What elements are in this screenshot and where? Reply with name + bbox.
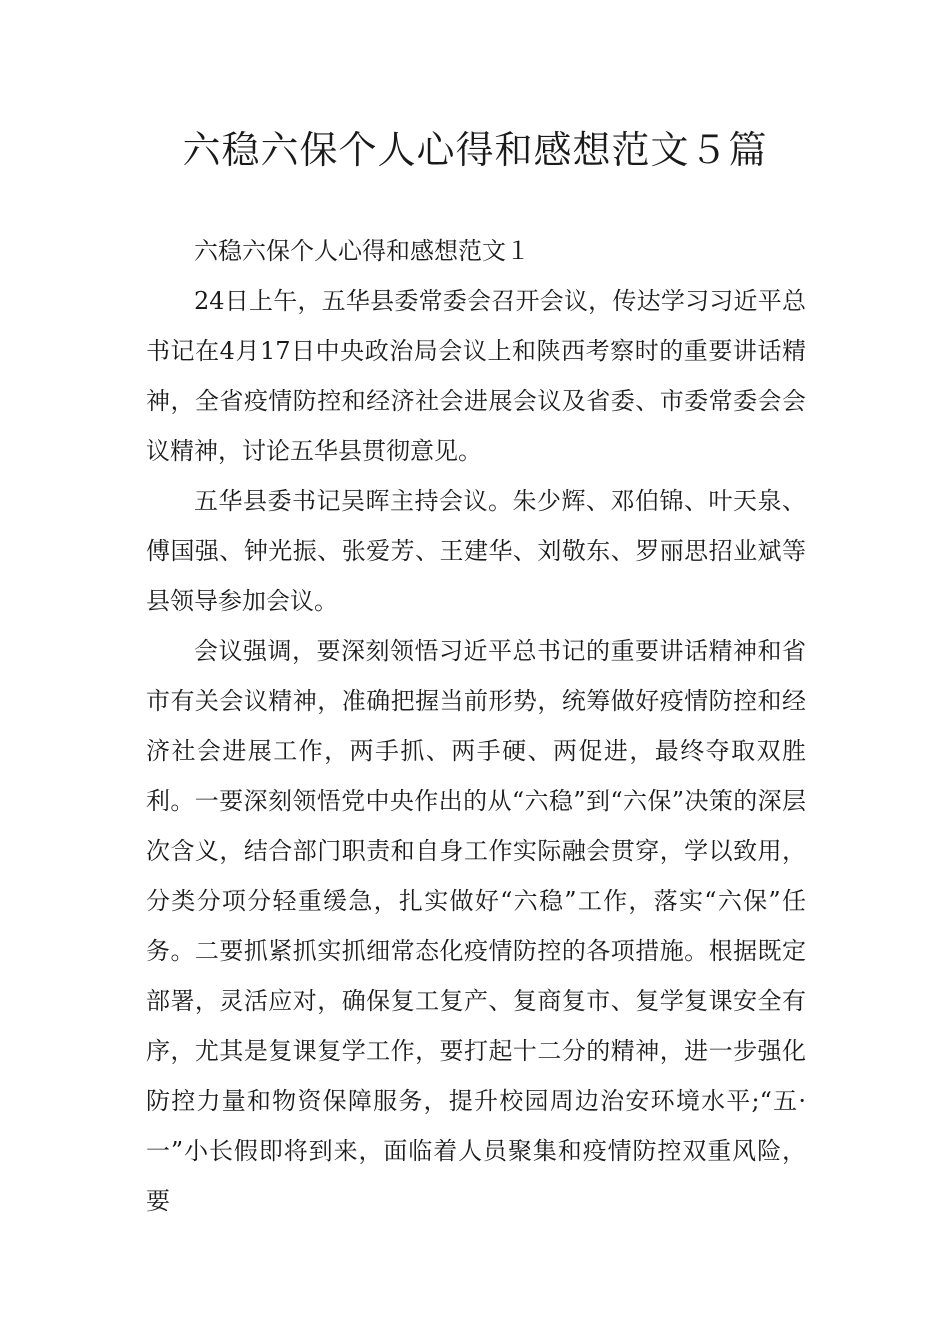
paragraph-2: 五华县委书记吴晖主持会议。朱少辉、邓伯锦、叶天泉、傅国强、钟光振、张爱芳、王建华、刘敬东、罗丽思招业斌等县领导参加会议。 bbox=[146, 487, 806, 615]
section-heading: 六稳六保个人心得和感想范文１ bbox=[194, 237, 530, 265]
document-body bbox=[146, 226, 806, 1226]
document-title: 六稳六保个人心得和感想范文５篇 bbox=[182, 128, 768, 172]
paragraph-3: 会议强调，要深刻领悟习近平总书记的重要讲话精神和省市有关会议精神，准确把握当前形势，统筹做好疫情防控和经济社会进展工作，两手抓、两手硬、两促进，最终夺取双胜利。一要深刻领悟党中央作出的从“六稳”到“六保”决策的深层次含义，结合部门职责和自身工作实际融会贯穿，学以致用，分类分项分轻重缓急，扎实做好“六稳”工作，落实“六保”任务。二要抓紧抓实抓细常态化疫情防控的各项措施。根据既定部署，灵活应对，确保复工复产、复商复市、复学复课安全有序，尤其是复课复学工作，要打起十二分的精神，进一步强化防控力量和物资保障服务，提升校园周边治安环境水平;“五·一”小长假即将到来，面临着人员聚集和疫情防控双重风险，要 bbox=[146, 637, 806, 1215]
paragraph-1: 24日上午，五华县委常委会召开会议，传达学习习近平总书记在4月17日中央政治局会议上和陕西考察时的重要讲话精神，全省疫情防控和经济社会进展会议及省委、市委常委会会议精神，讨论五华县贯彻意见。 bbox=[146, 287, 806, 465]
